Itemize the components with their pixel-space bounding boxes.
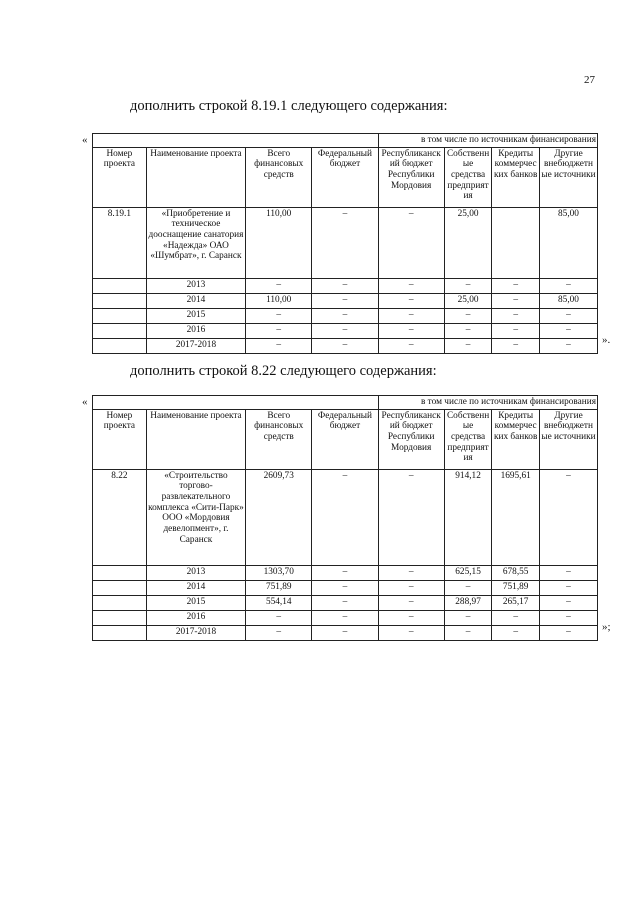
cell: – <box>246 338 312 353</box>
cell: 625,15 <box>444 565 492 580</box>
cell: – <box>312 565 378 580</box>
cell: – <box>378 595 444 610</box>
cell: – <box>539 625 597 640</box>
cell: – <box>539 338 597 353</box>
project-number: 8.22 <box>93 469 147 565</box>
cell: – <box>444 580 492 595</box>
cell: – <box>444 625 492 640</box>
cell: 110,00 <box>246 207 312 278</box>
cell: – <box>539 278 597 293</box>
year: 2017-2018 <box>146 338 245 353</box>
cell <box>492 207 540 278</box>
project-name: «Приобретение и техническое дооснащение санатория «Надежда» ОАО «Шумбрат», г. Саранск <box>146 207 245 278</box>
cell: – <box>444 278 492 293</box>
cell: – <box>246 323 312 338</box>
cell: – <box>444 338 492 353</box>
project-name: «Строительство торгово-развлекательного комплекса «Сити-Парк» ООО «Мордовия девелопмент», г. Саранск <box>146 469 245 565</box>
cell: 110,00 <box>246 293 312 308</box>
cell: – <box>246 625 312 640</box>
cell: – <box>312 580 378 595</box>
cell: 265,17 <box>492 595 540 610</box>
cell: 751,89 <box>246 580 312 595</box>
cell: – <box>312 293 378 308</box>
year: 2013 <box>146 565 245 580</box>
cell: – <box>378 469 444 565</box>
col-header: Федеральный бюджет <box>312 147 378 207</box>
financing-table <box>92 395 598 641</box>
table-row <box>93 293 598 308</box>
cell: – <box>492 323 540 338</box>
cell: 25,00 <box>444 207 492 278</box>
year: 2016 <box>146 610 245 625</box>
cell: 85,00 <box>539 293 597 308</box>
year: 2016 <box>146 323 245 338</box>
close-quote: ». <box>602 334 611 346</box>
cell: – <box>492 625 540 640</box>
table-row <box>93 323 598 338</box>
cell: – <box>492 278 540 293</box>
cell: – <box>378 580 444 595</box>
col-header: Всего финансовых средств <box>246 147 312 207</box>
cell: 554,14 <box>246 595 312 610</box>
table-row <box>93 278 598 293</box>
col-header: Собственные средства предприятия <box>444 147 492 207</box>
col-header: Всего финансовых средств <box>246 409 312 469</box>
cell: – <box>539 595 597 610</box>
cell: – <box>444 308 492 323</box>
cell: – <box>312 278 378 293</box>
table-row <box>93 610 598 625</box>
cell: – <box>378 278 444 293</box>
cell: – <box>539 323 597 338</box>
col-header: Наименование проекта <box>146 147 245 207</box>
table-row <box>93 338 598 353</box>
cell: – <box>378 207 444 278</box>
col-header: Другие внебюджетные источники <box>539 147 597 207</box>
col-header: Республиканский бюджет Республики Мордовия <box>378 147 444 207</box>
financing-table <box>92 133 598 354</box>
year: 2015 <box>146 308 245 323</box>
cell: 2609,73 <box>246 469 312 565</box>
cell: – <box>246 610 312 625</box>
col-header: Другие внебюджетные источники <box>539 409 597 469</box>
cell: – <box>444 323 492 338</box>
cell: – <box>312 625 378 640</box>
table-row <box>93 595 598 610</box>
project-number: 8.19.1 <box>93 207 147 278</box>
col-header: Кредиты коммерческих банков <box>492 409 540 469</box>
cell: – <box>378 323 444 338</box>
cell: 1303,70 <box>246 565 312 580</box>
cell: 288,97 <box>444 595 492 610</box>
table-row <box>93 308 598 323</box>
cell: – <box>539 565 597 580</box>
cell: – <box>378 610 444 625</box>
cell: 25,00 <box>444 293 492 308</box>
financing-sources-header: в том числе по источникам финансирования <box>378 134 597 148</box>
section-intro: дополнить строкой 8.22 следующего содержания: <box>130 363 437 379</box>
year: 2014 <box>146 293 245 308</box>
cell: 1695,61 <box>492 469 540 565</box>
col-header: Собственные средства предприятия <box>444 409 492 469</box>
cell: – <box>539 308 597 323</box>
col-header: Федеральный бюджет <box>312 409 378 469</box>
col-header: Кредиты коммерческих банков <box>492 147 540 207</box>
cell: 85,00 <box>539 207 597 278</box>
col-header: Номер проекта <box>93 147 147 207</box>
cell: – <box>444 610 492 625</box>
cell: – <box>378 625 444 640</box>
cell: – <box>492 610 540 625</box>
cell: – <box>312 595 378 610</box>
page-number: 27 <box>584 74 595 86</box>
cell: – <box>312 469 378 565</box>
open-quote: « <box>82 396 88 408</box>
col-header: Республиканский бюджет Республики Мордовия <box>378 409 444 469</box>
cell: – <box>312 308 378 323</box>
col-header: Наименование проекта <box>146 409 245 469</box>
cell: – <box>378 338 444 353</box>
year: 2017-2018 <box>146 625 245 640</box>
cell: – <box>378 308 444 323</box>
cell: – <box>246 278 312 293</box>
col-header: Номер проекта <box>93 409 147 469</box>
cell: – <box>539 469 597 565</box>
cell: – <box>492 308 540 323</box>
open-quote: « <box>82 134 88 146</box>
cell: 678,55 <box>492 565 540 580</box>
year: 2013 <box>146 278 245 293</box>
year: 2014 <box>146 580 245 595</box>
cell: – <box>312 207 378 278</box>
cell: – <box>378 293 444 308</box>
table-row <box>93 580 598 595</box>
table-row <box>93 625 598 640</box>
table-row <box>93 207 598 278</box>
cell: – <box>492 338 540 353</box>
cell: – <box>312 610 378 625</box>
cell: 751,89 <box>492 580 540 595</box>
cell: – <box>246 308 312 323</box>
table-row <box>93 469 598 565</box>
section-intro: дополнить строкой 8.19.1 следующего содержания: <box>130 98 448 114</box>
cell: – <box>378 565 444 580</box>
close-quote: »; <box>602 621 611 633</box>
cell: – <box>539 610 597 625</box>
cell: – <box>312 323 378 338</box>
cell: – <box>539 580 597 595</box>
year: 2015 <box>146 595 245 610</box>
cell: – <box>492 293 540 308</box>
cell: 914,12 <box>444 469 492 565</box>
financing-sources-header: в том числе по источникам финансирования <box>378 396 597 410</box>
table-row <box>93 565 598 580</box>
cell: – <box>312 338 378 353</box>
